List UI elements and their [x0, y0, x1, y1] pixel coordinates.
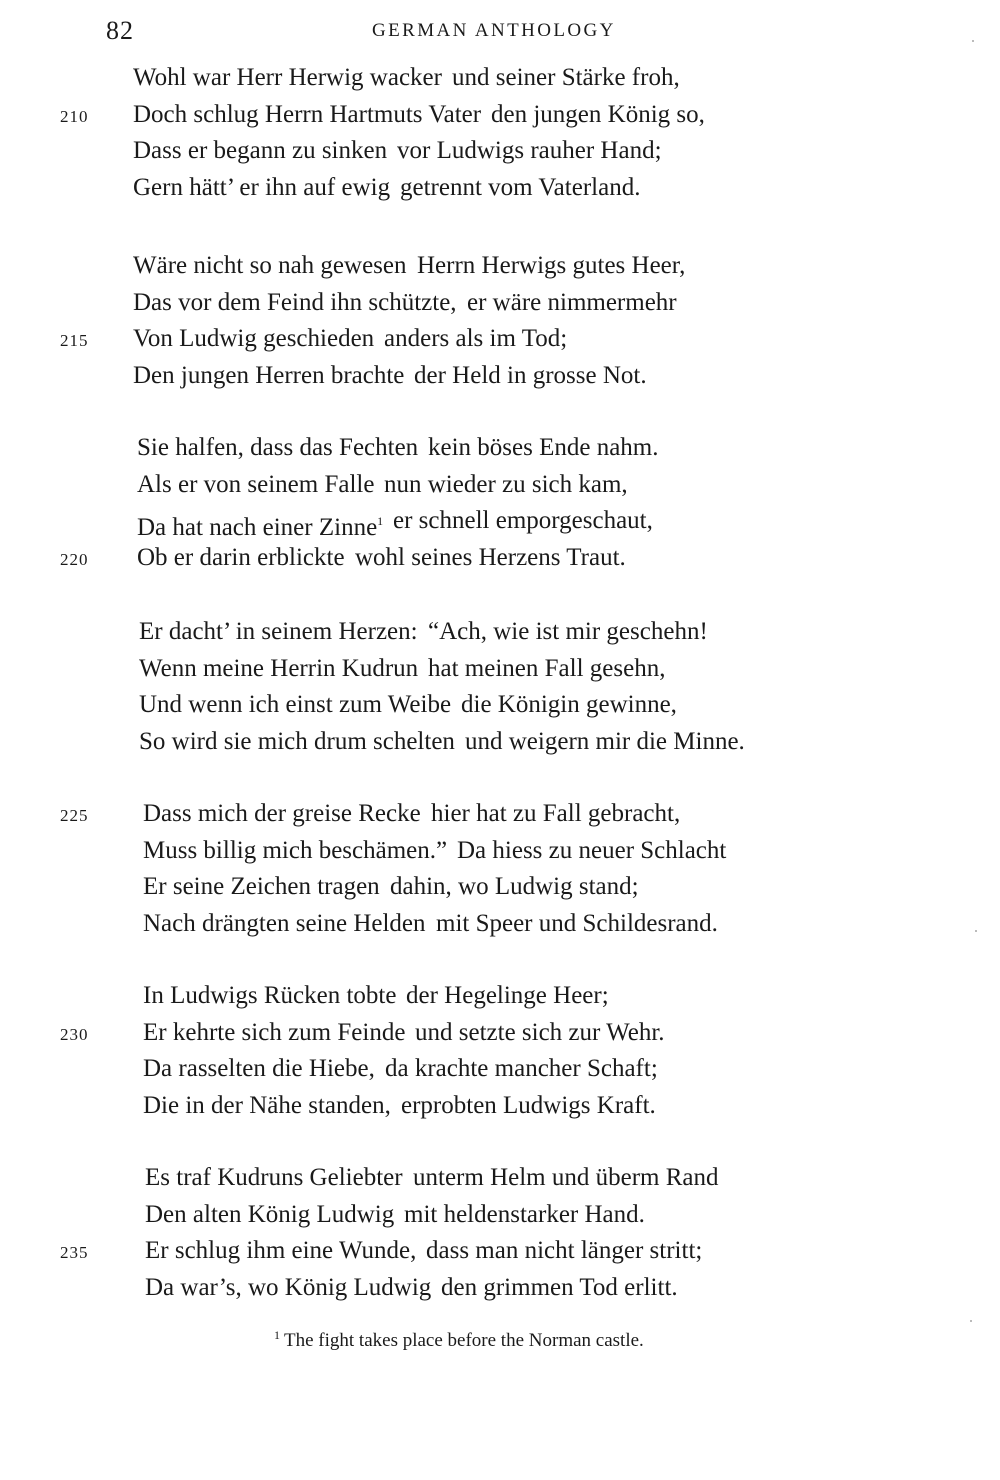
verse-line: [0, 60, 1000, 97]
verse-first-half: [133, 97, 481, 134]
verse-first-half-text: In Ludwigs Rücken tobte: [143, 982, 397, 1009]
verse-first-half: [133, 321, 374, 358]
verse-line: [0, 687, 1000, 724]
verse-second-half: er schnell emporgeschaut,: [393, 507, 653, 534]
verse-first-half-text: Wohl war Herr Herwig wacker: [133, 64, 442, 91]
verse-second-half: unterm Helm und überm Rand: [413, 1164, 719, 1191]
verse-first-half-text: Gern hätt’ er ihn auf ewig: [133, 173, 391, 201]
verse-line: [0, 614, 1000, 651]
verse-line: [0, 833, 1000, 870]
line-number: 215: [60, 331, 89, 350]
verse-line: [0, 869, 1000, 906]
verse-first-half-text: Nach drängten seine Helden: [143, 909, 426, 937]
verse-first-half: [137, 540, 345, 577]
verse-first-half: [145, 1270, 431, 1307]
verse-second-half: und seiner Stärke froh,: [452, 64, 680, 91]
stanza: [0, 1160, 1000, 1306]
verse-first-half-text: Wenn meine Herrin Kudrun: [139, 654, 419, 682]
verse-first-half-text: Den alten König Ludwig: [145, 1200, 395, 1228]
line-number: 220: [60, 549, 89, 569]
line-number: 235: [60, 1243, 89, 1262]
verse-first-half: [139, 651, 418, 688]
verse-first-half-text: Er dacht’ in seinem Herzen:: [139, 618, 418, 645]
verse-first-half: [143, 906, 426, 943]
verse-line: [0, 467, 1000, 504]
verse-first-half: [139, 614, 418, 651]
verse-first-half-text: Da war’s, wo König Ludwig: [145, 1273, 432, 1301]
scan-speck: [972, 40, 974, 42]
verse-first-half-text: Den jungen Herren brachte: [133, 361, 405, 389]
footnote-text: The fight takes place before the Norman castle.: [284, 1330, 644, 1351]
verse-first-half: [145, 1233, 416, 1270]
footnote-reference: 1: [377, 514, 384, 528]
verse-second-half: anders als im Tod;: [384, 325, 568, 352]
verse-line: [0, 1270, 1000, 1307]
footnote: [274, 1328, 644, 1352]
verse-line: [0, 97, 1000, 134]
verse-first-half-text: Wäre nicht so nah gewesen: [133, 252, 407, 279]
verse-second-half: den grimmen Tod erlitt.: [441, 1273, 678, 1301]
verse-first-half-text: Ob er darin erblickte: [137, 543, 345, 571]
page-number: 82: [106, 16, 134, 45]
verse-first-half-text: Und wenn ich einst zum Weibe: [139, 691, 452, 718]
verse-first-half: [133, 248, 407, 285]
verse-first-half: [143, 1088, 391, 1125]
verse-line: [0, 248, 1000, 285]
verse-first-half-text: Das vor dem Feind ihn schützte,: [133, 288, 457, 316]
line-number: 225: [60, 806, 89, 825]
verse-first-half: [137, 430, 418, 467]
verse-second-half: Da hiess zu neuer Schlacht: [457, 836, 727, 864]
verse-line: [0, 1015, 1000, 1052]
verse-line: [0, 796, 1000, 833]
verse-line: [0, 540, 1000, 577]
verse-line: [0, 1233, 1000, 1270]
verse-second-half: hier hat zu Fall gebracht,: [431, 800, 681, 827]
verse-second-half: nun wieder zu sich kam,: [384, 470, 628, 498]
verse-line: [0, 1051, 1000, 1088]
verse-second-half: die Königin gewinne,: [461, 691, 677, 718]
verse-first-half: [143, 1015, 405, 1052]
verse-first-half: [137, 467, 374, 504]
verse-line: [0, 170, 1000, 207]
verse-second-half: hat meinen Fall gesehn,: [428, 654, 666, 682]
scan-speck: [970, 1320, 972, 1322]
verse-first-half-text: Er seine Zeichen tragen: [143, 873, 380, 900]
verse-first-half: [143, 978, 396, 1015]
stanza: [0, 978, 1000, 1124]
verse-second-half: dass man nicht länger stritt;: [426, 1237, 703, 1264]
verse-second-half: vor Ludwigs rauher Hand;: [397, 137, 662, 164]
stanza: [0, 60, 1000, 206]
verse-first-half: [139, 687, 451, 724]
verse-first-half-text: Muss billig mich beschämen.”: [143, 836, 448, 864]
verse-first-half: [133, 358, 404, 395]
verse-first-half-text: So wird sie mich drum schelten: [139, 727, 455, 755]
verse-first-half-text: Er kehrte sich zum Feinde: [143, 1018, 406, 1046]
verse-line: [0, 906, 1000, 943]
verse-line: [0, 978, 1000, 1015]
verse-first-half-text: Doch schlug Herrn Hartmuts Vater: [133, 100, 482, 128]
verse-second-half: mit Speer und Schildesrand.: [436, 909, 718, 937]
verse-first-half: [133, 285, 457, 322]
verse-second-half: getrennt vom Vaterland.: [400, 173, 641, 201]
verse-first-half: [143, 869, 380, 906]
verse-first-half-text: Dass er begann zu sinken: [133, 137, 388, 164]
verse-second-half: und setzte sich zur Wehr.: [415, 1018, 665, 1046]
verse-first-half: [143, 1051, 375, 1088]
verse-second-half: erprobten Ludwigs Kraft.: [401, 1091, 656, 1119]
footnote-mark: 1: [274, 1328, 280, 1342]
verse-second-half: der Hegelinge Heer;: [406, 982, 609, 1009]
verse-first-half: [143, 796, 421, 833]
verse-first-half-text: Sie halfen, dass das Fechten: [137, 434, 419, 461]
verse-line: [0, 503, 1000, 540]
stanza: [0, 248, 1000, 394]
stanza: [0, 430, 1000, 576]
verse-second-half: der Held in grosse Not.: [414, 361, 647, 389]
verse-first-half-text: Als er von seinem Falle: [137, 470, 375, 498]
verse-line: [0, 133, 1000, 170]
verse-second-half: “Ach, wie ist mir geschehn!: [428, 618, 708, 645]
line-number: 210: [60, 106, 89, 126]
verse-second-half: den jungen König so,: [491, 100, 705, 128]
verse-first-half: [133, 60, 442, 97]
verse-line: [0, 1197, 1000, 1234]
scan-speck: [975, 930, 977, 932]
verse-second-half: er wäre nimmermehr: [467, 288, 677, 316]
verse-first-half-text: Die in der Nähe standen,: [143, 1091, 391, 1119]
verse-first-half-text: Da hat nach einer Zinne: [137, 514, 378, 541]
verse-first-half: [143, 833, 447, 870]
verse-first-half-text: Er schlug ihm eine Wunde,: [145, 1237, 417, 1264]
verse-second-half: da krachte mancher Schaft;: [385, 1055, 658, 1082]
verse-first-half: [145, 1160, 403, 1197]
verse-second-half: mit heldenstarker Hand.: [404, 1200, 645, 1228]
verse-line: [0, 1160, 1000, 1197]
verse-line: [0, 321, 1000, 358]
verse-first-half: [133, 170, 390, 207]
stanza: [0, 796, 1000, 942]
verse-first-half-text: Da rasselten die Hiebe,: [143, 1055, 375, 1082]
verse-first-half: [133, 133, 387, 170]
verse-line: [0, 285, 1000, 322]
stanza: [0, 614, 1000, 760]
running-head: GERMAN ANTHOLOGY: [372, 20, 616, 41]
verse-first-half: [145, 1197, 394, 1234]
verse-line: [0, 430, 1000, 467]
verse-line: [0, 1088, 1000, 1125]
verse-line: [0, 358, 1000, 395]
verse-first-half: [139, 724, 455, 761]
verse-first-half-text: Es traf Kudruns Geliebter: [145, 1164, 403, 1191]
verse-first-half-text: Von Ludwig geschieden: [133, 325, 375, 352]
verse-second-half: wohl seines Herzens Traut.: [355, 543, 626, 571]
verse-first-half-text: Dass mich der greise Recke: [143, 800, 421, 827]
verse-second-half: und weigern mir die Minne.: [465, 727, 745, 755]
verse-line: [0, 651, 1000, 688]
verse-second-half: Herrn Herwigs gutes Heer,: [417, 252, 686, 279]
verse-second-half: dahin, wo Ludwig stand;: [390, 873, 639, 900]
verse-second-half: kein böses Ende nahm.: [428, 434, 659, 461]
line-number: 230: [60, 1024, 89, 1044]
verse-line: [0, 724, 1000, 761]
